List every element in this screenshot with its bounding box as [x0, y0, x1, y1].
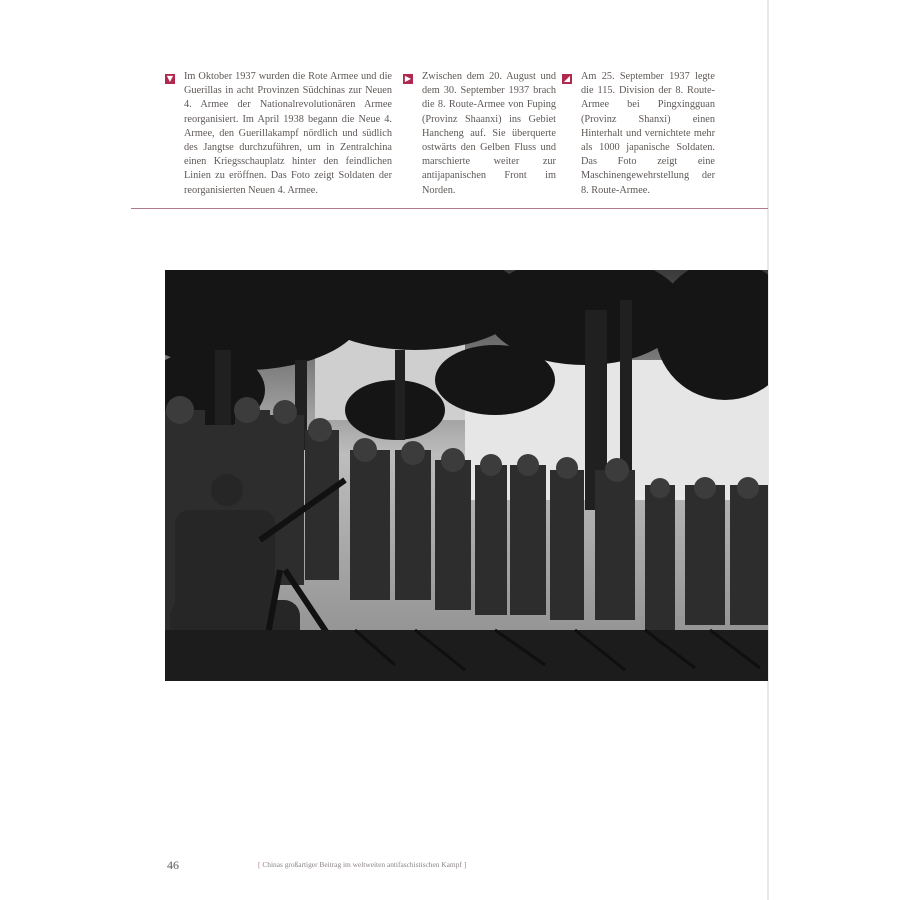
caption-column-3 — [581, 70, 715, 198]
page-number: 46 — [167, 858, 179, 872]
down-triangle-icon: ▼ — [166, 74, 174, 83]
up-left-triangle-icon: ◢ — [563, 74, 571, 83]
divider-rule — [131, 208, 768, 209]
book-title: Chinas großartiger Beitrag im weltweiten antifaschistischen Kampf — [262, 860, 462, 869]
running-footer-title — [258, 860, 466, 869]
bracket-open: [ — [258, 860, 261, 869]
caption-text-2: Zwischen dem 20. August und dem 30. September 1937 brach die 8. Route-Armee von Fuping (Provinz Shaanxi) ins Gebiet Hancheng auf. Sie überquerte ostwärts den Gelben Fluss und marschierte weiter zur antijapanischen Front im Norden. — [422, 71, 556, 196]
right-triangle-icon: ▶ — [404, 74, 412, 83]
soldiers-photo-image — [165, 270, 768, 681]
caption-column-1 — [184, 70, 392, 198]
caption-text-1: Im Oktober 1937 wurden die Rote Armee und die Guerillas in acht Provinzen Südchinas zur Neuen 4. Armee der Nationalrevolutionären Armee reorganisiert. Im April 1938 begann die Neue 4. Armee, den Guerillakampf nördlich und südlich des Jangtse durchzuführen, um in Zentralchina einen Kriegsschauplatz hinter den feindlichen Linien zu eröffnen. Das Foto zeigt Soldaten der reorganisierten Neuen 4. Armee. — [184, 71, 392, 196]
caption-text-3: Am 25. September 1937 legte die 115. Division der 8. Route-Armee bei Pingxingguan (Provinz Shanxi) einen Hinterhalt und vernichtete mehr als 1000 japanische Soldaten. Das Foto zeigt eine Maschinengewehrstellung der 8. Route-Armee. — [581, 71, 715, 196]
bracket-close: ] — [463, 860, 467, 869]
caption-column-2 — [422, 70, 556, 198]
soldiers-photo — [165, 270, 768, 681]
